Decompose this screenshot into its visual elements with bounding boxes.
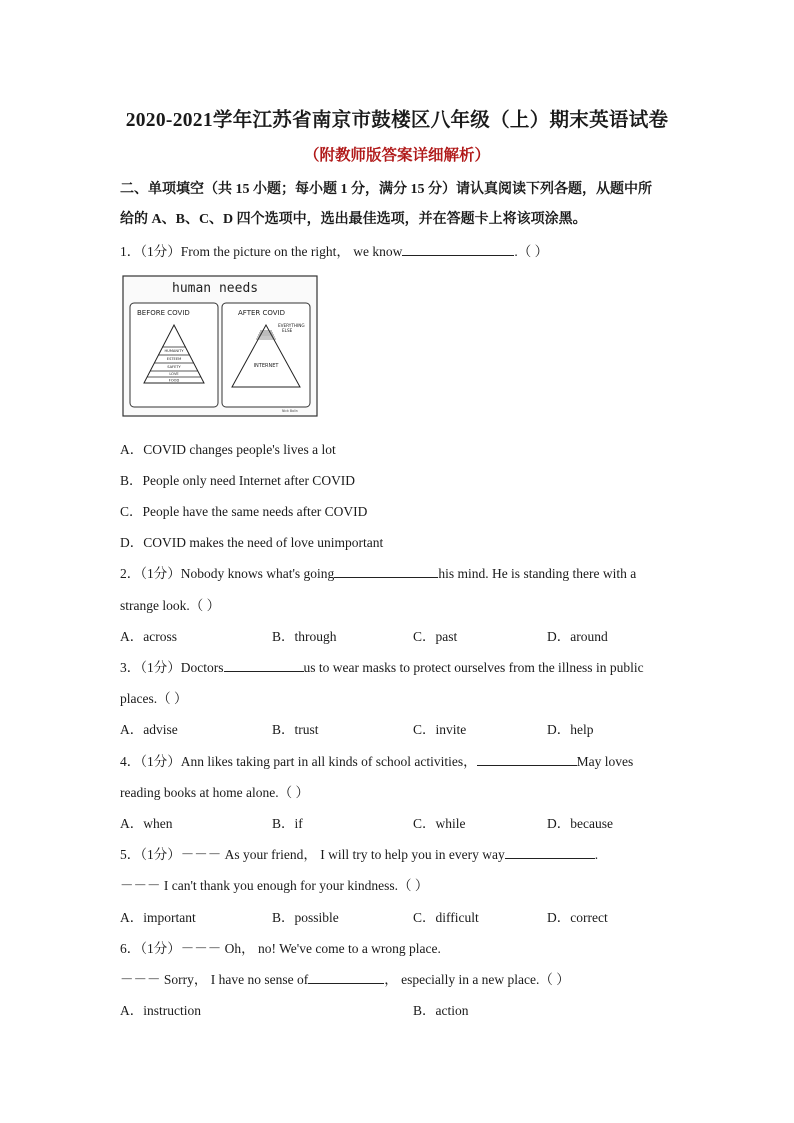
question-1-stem-end: .（ ）: [514, 244, 549, 259]
question-3-blank[interactable]: [224, 657, 304, 672]
level-food: FOOD: [168, 378, 180, 383]
question-1-stem: [120, 240, 548, 260]
level-else: ELSE: [282, 328, 293, 333]
question-6-blank[interactable]: [308, 969, 384, 984]
question-5-stem-text: 5．（1分）－－－ As your friend， I will try to help you in every way: [120, 847, 505, 862]
question-2-stem-line-2: strange look.（ ）: [120, 598, 221, 613]
question-4-stem-text: 4．（1分）Ann likes taking part in all kinds of school activities，: [120, 754, 477, 769]
question-1-option-c[interactable]: C．People have the same needs after COVID: [120, 504, 368, 519]
question-3-stem-cont: us to wear masks to protect ourselves from the illness in public: [303, 660, 644, 675]
question-1-blank[interactable]: [402, 241, 514, 256]
question-4-option-c[interactable]: C．while: [413, 816, 466, 831]
question-5-option-d[interactable]: D．correct: [547, 910, 608, 925]
level-safety: SAFETY: [167, 365, 181, 369]
question-3-option-c[interactable]: C．invite: [413, 722, 467, 737]
question-5-option-b[interactable]: B．possible: [272, 910, 339, 925]
level-love: LOVE: [169, 372, 179, 376]
question-4-stem-cont: May loves: [576, 754, 634, 769]
question-1-option-a[interactable]: A．COVID changes people's lives a lot: [120, 442, 336, 457]
section-instruction-line-1: 二、单项填空（共 15 小题；每小题 1 分，满分 15 分）请认真阅读下列各题，从题中所: [120, 182, 652, 197]
after-covid-label: AFTER COVID: [238, 309, 285, 317]
question-3-stem-text: 3．（1分）Doctors: [120, 660, 224, 675]
question-3-option-d[interactable]: D．help: [547, 722, 594, 737]
question-2-option-d[interactable]: D．around: [547, 629, 608, 644]
question-6-stem-end: ， especially in a new place.（ ）: [384, 972, 570, 987]
question-5-option-a[interactable]: A．important: [120, 910, 196, 925]
question-3-stem-line-2: places.（ ）: [120, 691, 188, 706]
page-title: 2020-2021学年江苏省南京市鼓楼区八年级（上）期末英语试卷: [125, 110, 669, 131]
question-6-option-b[interactable]: B．action: [413, 1003, 469, 1018]
question-2-stem-cont: his mind. He is standing there with a: [438, 566, 637, 581]
question-2-option-c[interactable]: C．past: [413, 629, 458, 644]
question-2-stem: [120, 562, 636, 582]
question-3-option-a[interactable]: A．advise: [120, 722, 178, 737]
level-everything: EVERYTHING: [278, 323, 305, 328]
question-1-option-d[interactable]: D．COVID makes the need of love unimportant: [120, 535, 384, 550]
question-5-stem-end: .: [594, 847, 599, 862]
question-2-option-a[interactable]: A．across: [120, 629, 177, 644]
question-3-stem: [120, 656, 644, 676]
question-6-stem-text: －－－ Sorry， I have no sense of: [120, 972, 309, 987]
question-1-stem-text: 1．（1分）From the picture on the right， we know: [120, 244, 403, 259]
question-4-option-b[interactable]: B．if: [272, 816, 303, 831]
question-4-blank[interactable]: [477, 751, 577, 766]
question-6-option-a[interactable]: A．instruction: [120, 1003, 201, 1018]
before-covid-label: BEFORE COVID: [137, 309, 190, 317]
question-5-blank[interactable]: [505, 844, 595, 859]
question-5-stem-line-2: －－－ I can't thank you enough for your kindness.（ ）: [120, 878, 429, 893]
question-6-stem-line-2: [120, 968, 570, 988]
level-humanity: HUMANITY: [164, 349, 184, 353]
level-esteem: ESTEEM: [166, 357, 182, 361]
cartoon-signature: Nick Bolin: [282, 409, 298, 413]
question-2-blank[interactable]: [334, 563, 438, 578]
question-4-option-d[interactable]: D．because: [547, 816, 613, 831]
question-4-option-a[interactable]: A．when: [120, 816, 173, 831]
human-needs-cartoon: [122, 275, 318, 417]
question-6-stem: 6．（1分）－－－ Oh， no! We've come to a wrong place.: [120, 941, 441, 956]
question-1-option-b[interactable]: B．People only need Internet after COVID: [120, 473, 356, 488]
question-4-stem: [120, 750, 633, 770]
question-2-option-b[interactable]: B．through: [272, 629, 337, 644]
after-covid-panel: [222, 303, 310, 407]
question-4-stem-line-2: reading books at home alone.（ ）: [120, 785, 309, 800]
question-5-stem: [120, 843, 598, 863]
question-2-stem-text: 2．（1分）Nobody knows what's going: [120, 566, 335, 581]
question-5-option-c[interactable]: C．difficult: [413, 910, 479, 925]
cartoon-title: human needs: [172, 281, 259, 296]
section-instruction-line-2: 给的 A、B、C、D 四个选项中，选出最佳选项，并在答题卡上将该项涂黑。: [120, 212, 587, 227]
question-3-option-b[interactable]: B．trust: [272, 722, 319, 737]
level-internet: INTERNET: [253, 363, 279, 369]
page-subtitle: （附教师版答案详细解析）: [303, 147, 490, 164]
